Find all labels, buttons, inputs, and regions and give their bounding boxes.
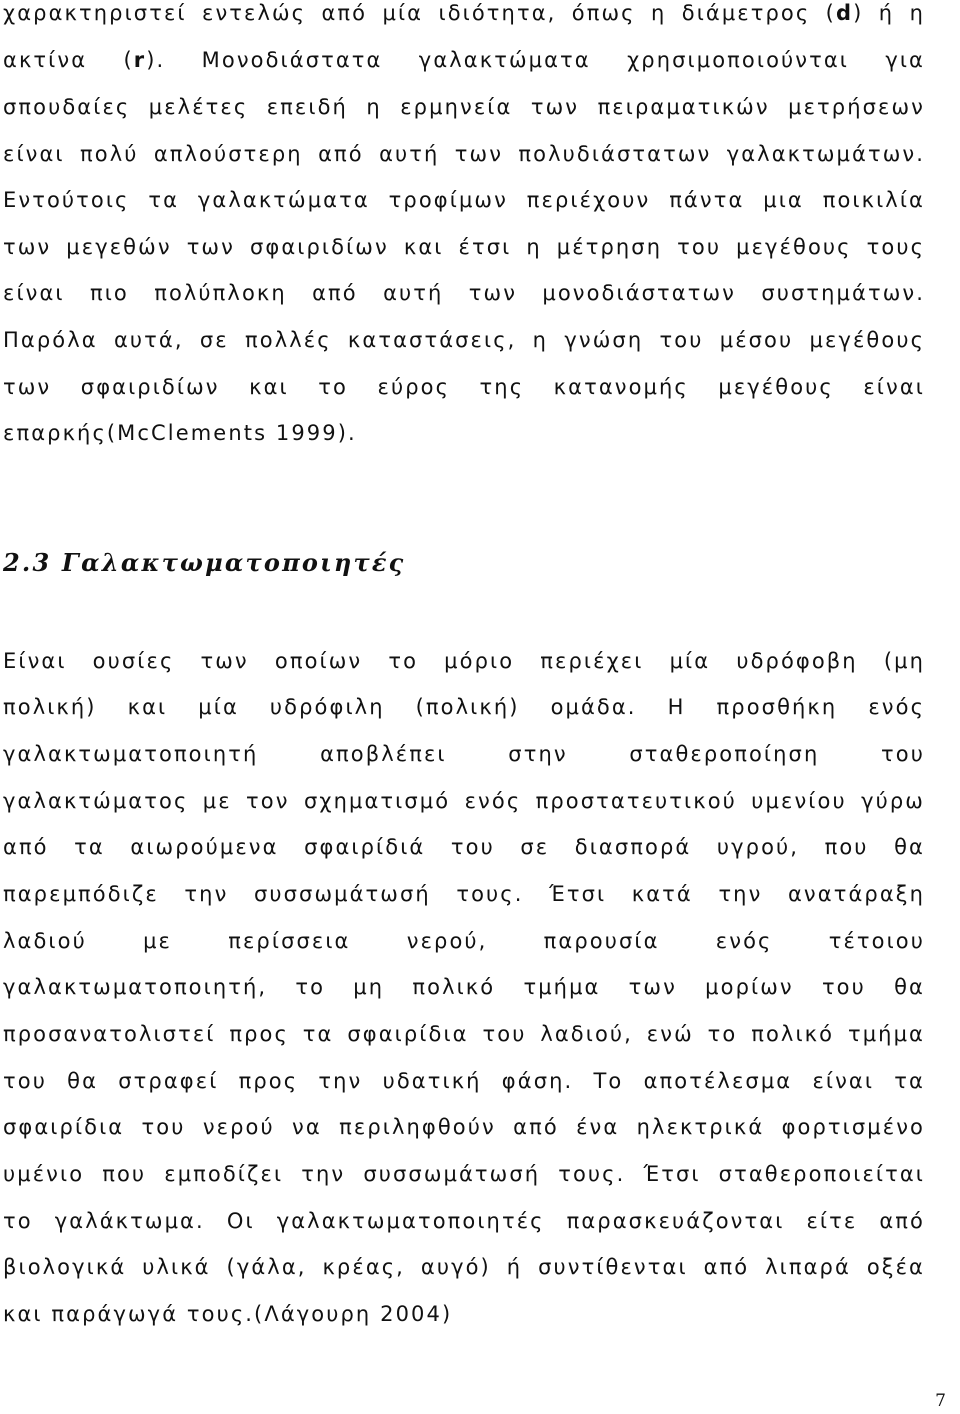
paragraph-2-line-8: γαλακτωματοποιητή, το μη πολικό τμήμα των μορίων του θα [3,975,925,999]
text-segment: ). Μονοδιάστατα γαλακτώματα χρησιμοποιούνται για [146,48,925,72]
paragraph-2-line-9: προσανατολιστεί προς τα σφαιρίδια του λαδιού, ενώ το πολικό τμήμα [3,1022,925,1046]
bold-symbol-d: d [835,1,854,25]
paragraph-1-line-7: είναι πιο πολύπλοκη από αυτή των μονοδιάστατων συστημάτων. [3,281,925,305]
paragraph-1-line-5: Εντούτοις τα γαλακτώματα τροφίμων περιέχουν πάντα μια ποικιλία [3,188,925,212]
paragraph-2-line-13: το γαλάκτωμα. Οι γαλακτωματοποιητές παρασκευάζονται είτε από [3,1209,925,1233]
paragraph-1-line-4: είναι πολύ απλούστερη από αυτή των πολυδιάστατων γαλακτωμάτων. [3,142,925,166]
paragraph-1-line-6: των μεγεθών των σφαιριδίων και έτσι η μέτρηση του μεγέθους τους [3,235,925,259]
text-segment: ακτίνα ( [3,48,134,72]
paragraph-1-line-9: των σφαιριδίων και το εύρος της κατανομής μεγέθους είναι [3,375,925,399]
paragraph-2-line-5: από τα αιωρούμενα σφαιρίδιά του σε διασπορά υγρού, που θα [3,835,925,859]
paragraph-2-line-12: υμένιο που εμποδίζει την συσσωμάτωσή τους. Έτσι σταθεροποιείται [3,1162,925,1186]
paragraph-2-line-1: Είναι ουσίες των οποίων το μόριο περιέχει μία υδρόφοβη (μη [3,649,925,673]
paragraph-2-line-3: γαλακτωματοποιητή αποβλέπει στην σταθεροποίηση του [3,742,925,766]
paragraph-2-line-2: πολική) και μία υδρόφιλη (πολική) ομάδα. Η προσθήκη ενός [3,695,925,719]
paragraph-1-line-10: επαρκής(McClements 1999). [3,421,357,445]
paragraph-2-line-7: λαδιού με περίσσεια νερού, παρουσία ενός τέτοιου [3,929,925,953]
paragraph-1-line-1 [3,0,925,33]
paragraph-2-line-4: γαλακτώματος με τον σχηματισμό ενός προστατευτικού υμενίου γύρω [3,789,925,813]
paragraph-2-line-11: σφαιρίδια του νερού να περιληφθούν από ένα ηλεκτρικά φορτισμένο [3,1115,925,1139]
section-heading: 2.3 Γαλακτωματοποιητές [3,548,406,577]
paragraph-2-line-10: του θα στραφεί προς την υδατική φάση. Το αποτέλεσμα είναι τα [3,1069,925,1093]
paragraph-2-line-6: παρεμπόδιζε την συσσωμάτωσή τους. Έτσι κατά την ανατάραξη [3,882,925,906]
text-segment: ) ή η [853,1,925,25]
text-segment: χαρακτηριστεί εντελώς από μία ιδιότητα, όπως η διάμετρος ( [3,1,836,25]
paragraph-2-line-15: και παράγωγά τους.(Λάγουρη 2004) [3,1302,453,1326]
bold-symbol-r: r [133,48,147,72]
paragraph-1-line-2 [3,40,925,80]
paragraph-2-line-14: βιολογικά υλικά (γάλα, κρέας, αυγό) ή συντίθενται από λιπαρά οξέα [3,1255,925,1279]
paragraph-1-line-8: Παρόλα αυτά, σε πολλές καταστάσεις, η γνώση του μέσου μεγέθους [3,328,925,352]
page-number: 7 [935,1391,946,1411]
paragraph-1-line-3: σπουδαίες μελέτες επειδή η ερμηνεία των πειραματικών μετρήσεων [3,95,925,119]
